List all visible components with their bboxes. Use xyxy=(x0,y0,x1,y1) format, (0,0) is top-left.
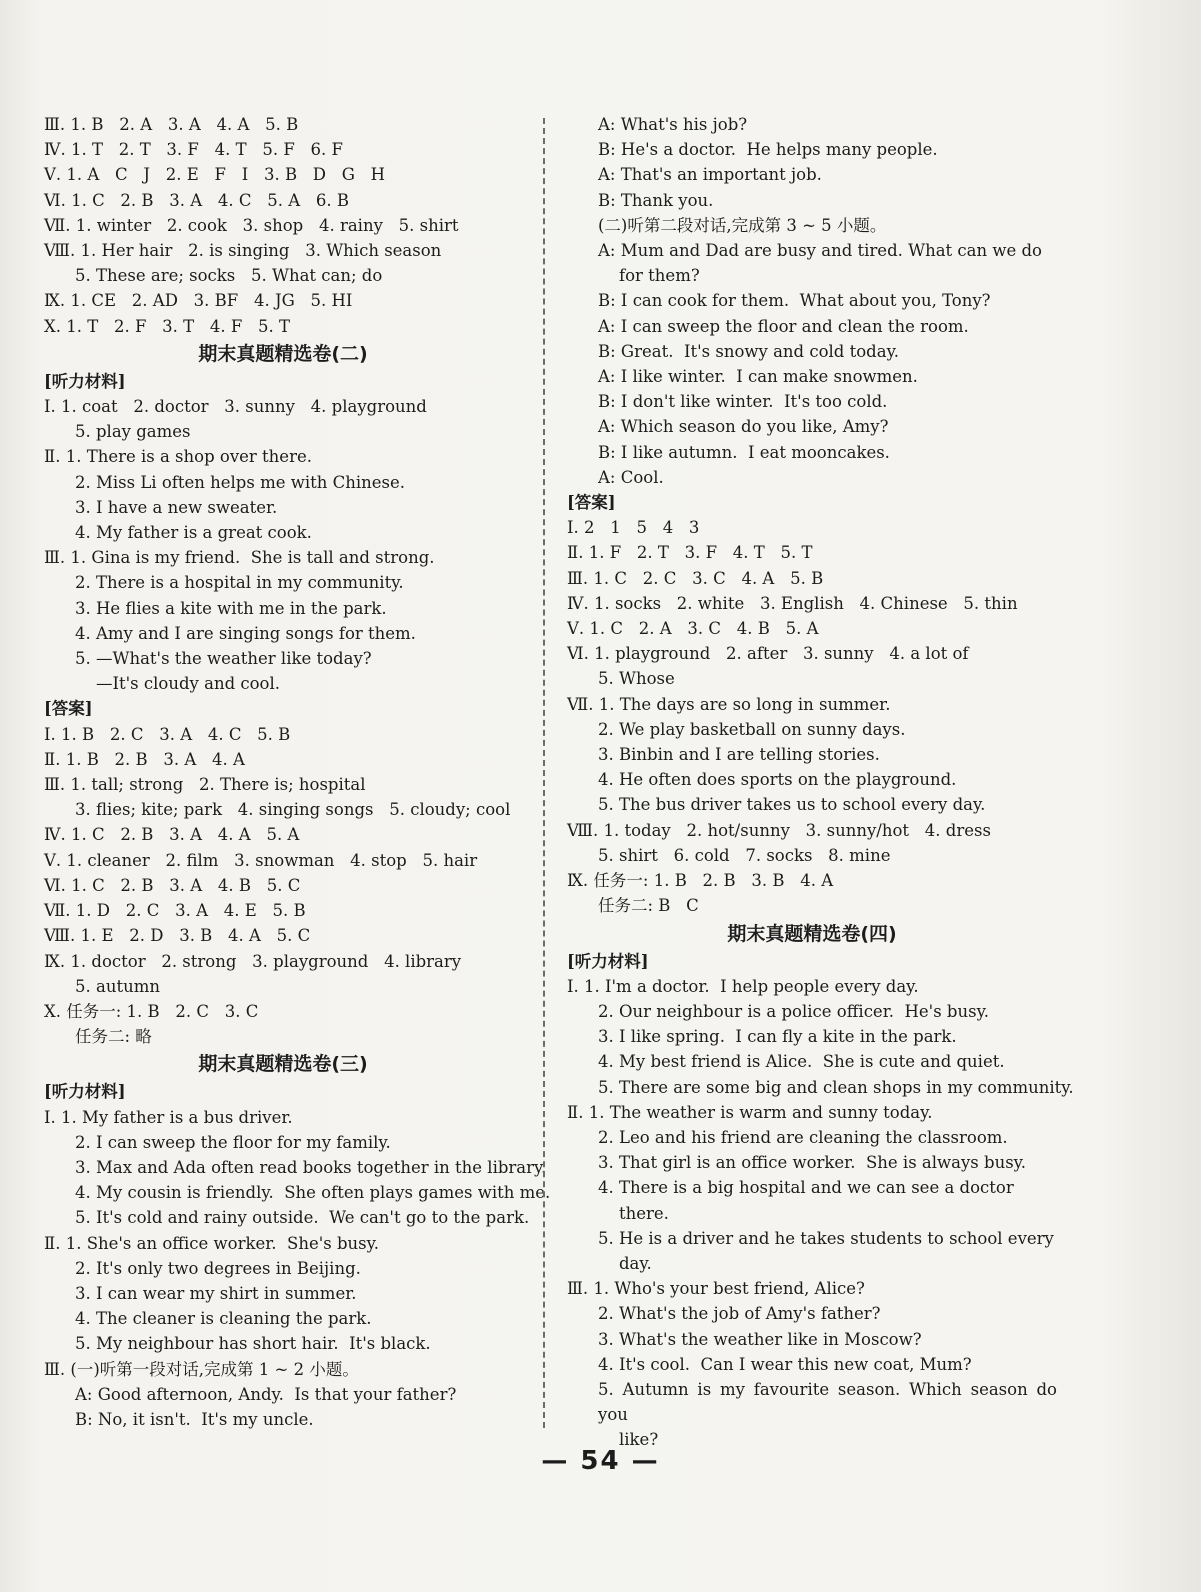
text-line: Ⅳ. 1. socks 2. white 3. English 4. Chinese 5. thin xyxy=(567,593,1018,613)
text-line: Ⅸ. 任务一: 1. B 2. B 3. B 4. A xyxy=(567,871,834,891)
text-line: like? xyxy=(619,1430,659,1450)
text-line: Ⅲ. 1. Gina is my friend. She is tall and strong. xyxy=(44,548,435,568)
text-line: 3. flies; kite; park 4. singing songs 5. cloudy; cool xyxy=(75,800,511,820)
text-line: Ⅳ. 1. C 2. B 3. A 4. A 5. A xyxy=(44,825,300,845)
text-line: there. xyxy=(619,1203,669,1223)
text-line: 5. My neighbour has short hair. It's black. xyxy=(75,1334,431,1354)
text-line: Ⅶ. 1. winter 2. cook 3. shop 4. rainy 5. shirt xyxy=(44,215,459,235)
text-line: Ⅷ. 1. today 2. hot/sunny 3. sunny/hot 4. dress xyxy=(567,820,991,840)
text-line: 5. —What's the weather like today? xyxy=(75,649,372,669)
text-line: 4. My cousin is friendly. She often plays games with me. xyxy=(75,1183,551,1203)
section-heading: 期末真题精选卷(三) xyxy=(198,1053,368,1076)
text-line: 3. Binbin and I are telling stories. xyxy=(598,745,880,765)
page-number: — 54 — xyxy=(541,1446,660,1476)
text-line: 4. Amy and I are singing songs for them. xyxy=(75,623,416,643)
text-line: Ⅰ. 1. B 2. C 3. A 4. C 5. B xyxy=(44,724,291,744)
text-line: 3. I can wear my shirt in summer. xyxy=(75,1283,357,1303)
text-line: 4. My father is a great cook. xyxy=(75,523,312,543)
section-label: [答案] xyxy=(44,699,93,719)
text-line: 4. He often does sports on the playground. xyxy=(598,770,957,790)
section-label: [听力材料] xyxy=(44,1082,126,1102)
text-line: B: Great. It's snowy and cold today. xyxy=(598,341,899,361)
text-line: 任务二: B C xyxy=(598,896,699,916)
text-line: A: I can sweep the floor and clean the room. xyxy=(598,316,969,336)
text-line: Ⅰ. 1. coat 2. doctor 3. sunny 4. playground xyxy=(44,397,427,417)
text-line: Ⅰ. 1. My father is a bus driver. xyxy=(44,1107,293,1127)
text-line: 2. There is a hospital in my community. xyxy=(75,573,404,593)
text-line: A: What's his job? xyxy=(598,115,748,134)
column-divider xyxy=(543,118,545,1428)
section-label: [听力材料] xyxy=(44,371,126,391)
text-line: 4. It's cool. Can I wear this new coat, Mum? xyxy=(598,1354,972,1374)
text-line: 4. My best friend is Alice. She is cute and quiet. xyxy=(598,1052,1005,1072)
text-line: 5. shirt 6. cold 7. socks 8. mine xyxy=(598,845,891,865)
text-line: B: No, it isn't. It's my uncle. xyxy=(75,1409,314,1429)
text-line: 3. I have a new sweater. xyxy=(75,497,278,517)
right-column xyxy=(567,112,1074,1453)
text-line: 5. autumn xyxy=(75,976,160,996)
text-line: Ⅱ. 1. There is a shop over there. xyxy=(44,447,312,467)
text-line: Ⅲ. 1. C 2. C 3. C 4. A 5. B xyxy=(567,568,824,588)
text-line: 3. I like spring. I can fly a kite in the park. xyxy=(598,1027,957,1047)
text-line: A: I like winter. I can make snowmen. xyxy=(598,367,918,387)
text-line: A: That's an important job. xyxy=(598,165,822,185)
text-line: 5. He is a driver and he takes students to school every xyxy=(598,1228,1054,1248)
text-line: (二)听第二段对话,完成第 3 ~ 5 小题。 xyxy=(598,215,887,235)
text-line: B: I don't like winter. It's too cold. xyxy=(598,392,888,412)
section-label: [听力材料] xyxy=(567,951,649,971)
text-line: 5. These are; socks 5. What can; do xyxy=(75,266,383,286)
text-line: Ⅸ. 1. CE 2. AD 3. BF 4. JG 5. HI xyxy=(44,291,353,311)
text-line: 3. He flies a kite with me in the park. xyxy=(75,598,387,618)
text-line: A: Good afternoon, Andy. Is that your father? xyxy=(75,1384,457,1404)
text-line: B: I like autumn. I eat mooncakes. xyxy=(598,442,890,462)
text-line: Ⅴ. 1. A C J 2. E F I 3. B D G H xyxy=(44,165,386,185)
text-line: 4. The cleaner is cleaning the park. xyxy=(75,1309,372,1329)
text-line: 4. There is a big hospital and we can see a doctor xyxy=(598,1178,1014,1198)
text-line: 任务二: 略 xyxy=(75,1027,152,1047)
text-line: Ⅹ. 任务一: 1. B 2. C 3. C xyxy=(44,1001,259,1021)
text-line: A: Which season do you like, Amy? xyxy=(598,417,889,437)
text-line: Ⅵ. 1. playground 2. after 3. sunny 4. a lot of xyxy=(567,644,969,664)
text-line: B: Thank you. xyxy=(598,190,714,210)
text-line: Ⅱ. 1. She's an office worker. She's busy. xyxy=(44,1233,380,1253)
text-line: for them? xyxy=(619,266,700,286)
text-line: A: Cool. xyxy=(598,467,664,487)
text-line: Ⅱ. 1. The weather is warm and sunny today. xyxy=(567,1102,933,1122)
text-line: 2. It's only two degrees in Beijing. xyxy=(75,1258,361,1278)
text-line: B: He's a doctor. He helps many people. xyxy=(598,140,938,160)
text-line: Ⅳ. 1. T 2. T 3. F 4. T 5. F 6. F xyxy=(44,140,343,160)
text-line: 3. What's the weather like in Moscow? xyxy=(598,1329,922,1349)
text-line: Ⅲ. 1. tall; strong 2. There is; hospital xyxy=(44,775,366,795)
text-line: Ⅶ. 1. The days are so long in summer. xyxy=(567,694,891,714)
text-line: Ⅵ. 1. C 2. B 3. A 4. C 5. A 6. B xyxy=(44,190,350,210)
text-line: —It's cloudy and cool. xyxy=(96,674,281,694)
text-line: 5. The bus driver takes us to school every day. xyxy=(598,795,986,815)
text-line: 5. It's cold and rainy outside. We can't go to the park. xyxy=(75,1208,530,1228)
text-line: Ⅱ. 1. B 2. B 3. A 4. A xyxy=(44,749,245,769)
text-line: 3. That girl is an office worker. She is always busy. xyxy=(598,1153,1027,1173)
text-line: 3. Max and Ada often read books together in the library. xyxy=(75,1157,547,1177)
text-line: Ⅰ. 1. I'm a doctor. I help people every day. xyxy=(567,976,919,996)
text-line: 5. Whose xyxy=(598,669,675,689)
text-line: Ⅰ. 2 1 5 4 3 xyxy=(567,518,700,538)
text-line: 2. I can sweep the floor for my family. xyxy=(75,1132,391,1152)
text-line: Ⅴ. 1. cleaner 2. film 3. snowman 4. stop 5. hair xyxy=(44,850,478,870)
text-line: Ⅲ. 1. Who's your best friend, Alice? xyxy=(567,1279,865,1299)
text-line: B: I can cook for them. What about you, Tony? xyxy=(598,291,991,311)
text-line: Ⅷ. 1. Her hair 2. is singing 3. Which season xyxy=(44,241,442,261)
text-line: Ⅱ. 1. F 2. T 3. F 4. T 5. T xyxy=(567,543,813,563)
left-column xyxy=(44,112,551,1432)
text-line: 2. Leo and his friend are cleaning the classroom. xyxy=(598,1127,1008,1147)
text-line: A: Mum and Dad are busy and tired. What can we do xyxy=(598,241,1042,261)
section-heading: 期末真题精选卷(二) xyxy=(198,342,368,365)
text-line: 5. Autumn is my favourite season. Which season do you xyxy=(598,1379,1057,1425)
text-line: Ⅵ. 1. C 2. B 3. A 4. B 5. C xyxy=(44,875,301,895)
text-line: Ⅷ. 1. E 2. D 3. B 4. A 5. C xyxy=(44,926,311,946)
text-line: Ⅶ. 1. D 2. C 3. A 4. E 5. B xyxy=(44,901,306,921)
text-line: Ⅲ. (一)听第一段对话,完成第 1 ~ 2 小题。 xyxy=(44,1359,359,1379)
text-line: 2. Miss Li often helps me with Chinese. xyxy=(75,472,406,492)
text-line: Ⅹ. 1. T 2. F 3. T 4. F 5. T xyxy=(44,316,291,336)
text-line: Ⅴ. 1. C 2. A 3. C 4. B 5. A xyxy=(567,619,819,639)
section-heading: 期末真题精选卷(四) xyxy=(727,922,897,945)
text-line: 5. There are some big and clean shops in my community. xyxy=(598,1077,1074,1097)
text-line: Ⅸ. 1. doctor 2. strong 3. playground 4. library xyxy=(44,951,462,971)
text-line: 2. What's the job of Amy's father? xyxy=(598,1304,881,1324)
text-line: 5. play games xyxy=(75,422,191,442)
text-line: 2. Our neighbour is a police officer. He's busy. xyxy=(598,1001,989,1021)
section-label: [答案] xyxy=(567,493,616,513)
text-line: Ⅲ. 1. B 2. A 3. A 4. A 5. B xyxy=(44,115,299,134)
text-line: day. xyxy=(619,1253,652,1273)
text-line: 2. We play basketball on sunny days. xyxy=(598,719,906,739)
